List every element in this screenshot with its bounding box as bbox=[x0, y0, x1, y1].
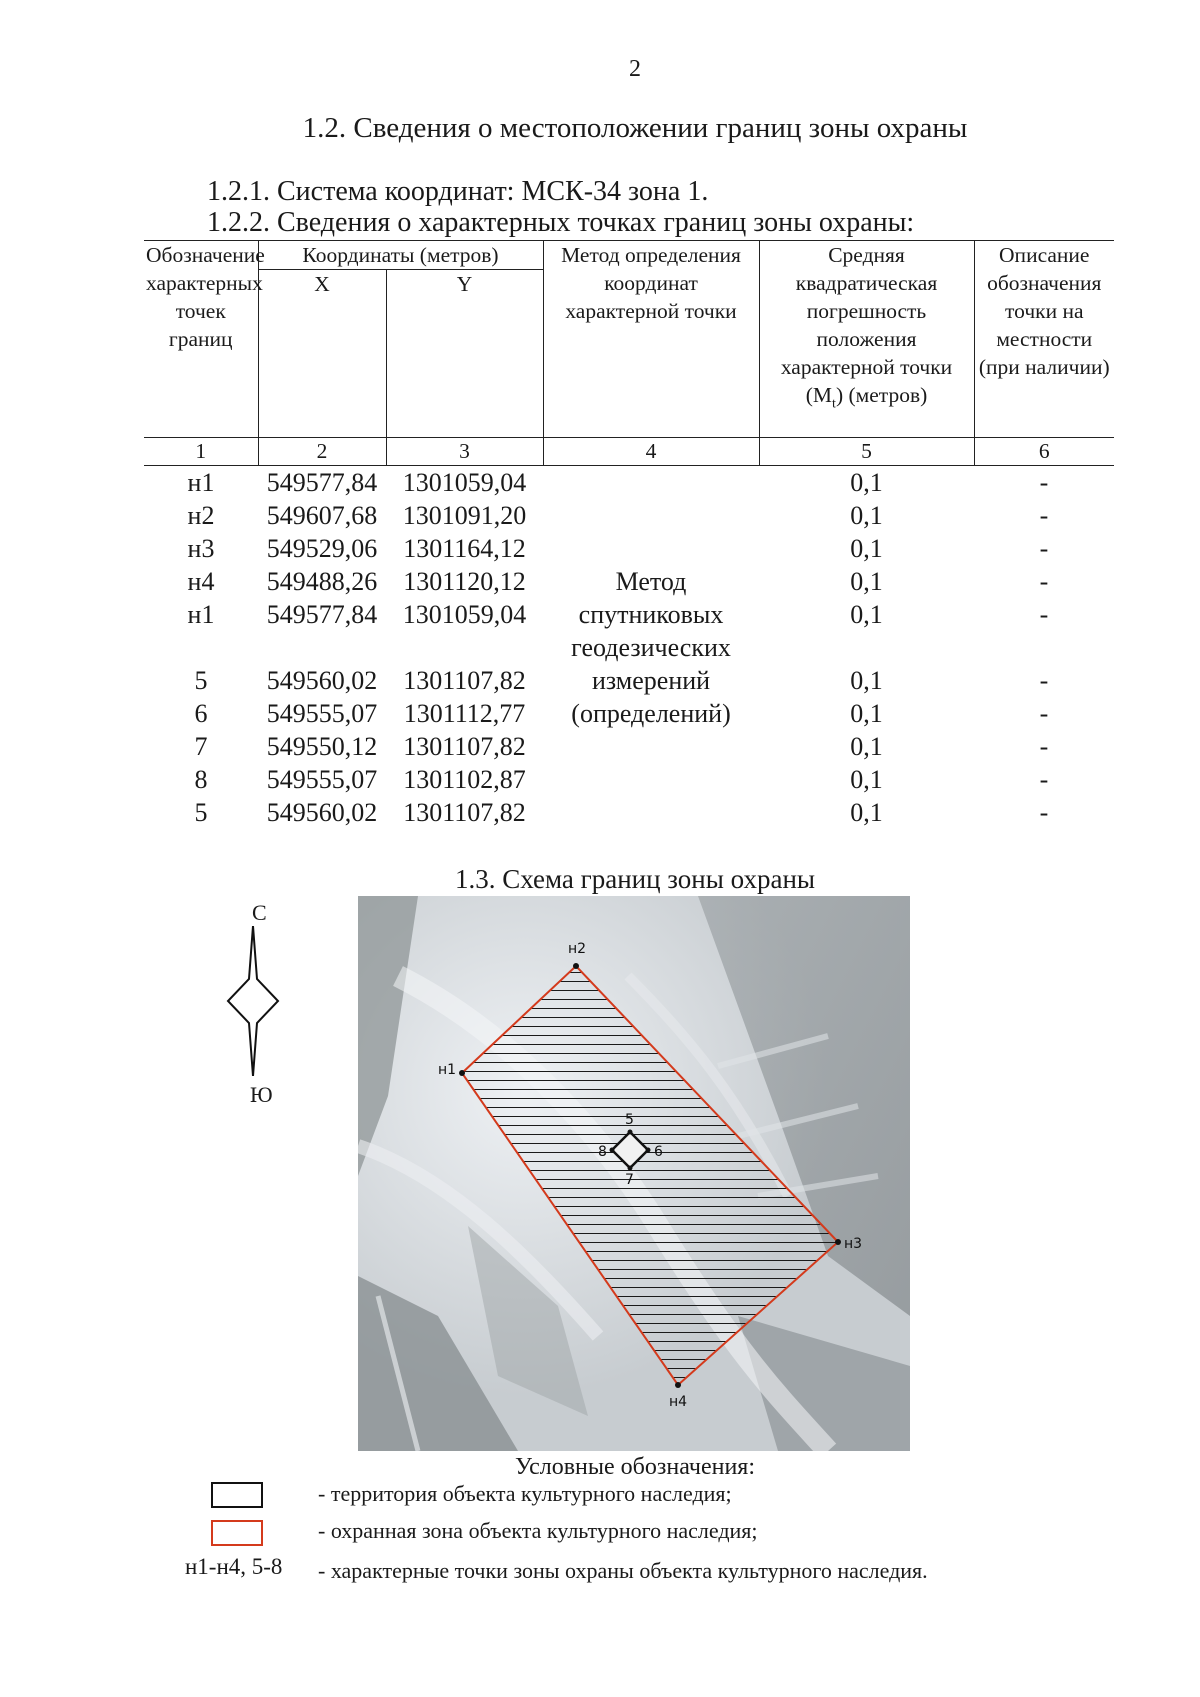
map-label-7: 7 bbox=[625, 1172, 634, 1188]
coordinates-table bbox=[144, 240, 1114, 829]
col-num-6: 6 bbox=[974, 438, 1114, 466]
header-error bbox=[759, 241, 974, 438]
header-description: Описание обозначения точки на местности (при наличии) bbox=[974, 241, 1114, 438]
cell-point: 5 bbox=[194, 666, 208, 695]
cell-error: 0,1 bbox=[850, 534, 883, 563]
cell-y: 1301102,87 bbox=[403, 765, 526, 794]
cell-x: 549529,06 bbox=[266, 534, 378, 563]
table-row bbox=[144, 466, 1114, 500]
cell-error: 0,1 bbox=[850, 666, 883, 695]
cell-error: 0,1 bbox=[850, 600, 883, 629]
cell-error: 0,1 bbox=[850, 567, 883, 596]
compass-icon bbox=[226, 926, 280, 1076]
header-designation: Обозначение характерных точек границ bbox=[144, 241, 258, 438]
cell-point: 7 bbox=[194, 732, 208, 761]
points-heading: 1.2.2. Сведения о характерных точках границ зоны охраны: bbox=[207, 207, 915, 238]
header-error-text: Средняя квадратическая погрешность положения характерной точки $(M_t)$ (метров) bbox=[780, 243, 953, 412]
cell-y: 1301091,20 bbox=[402, 501, 527, 530]
cell-desc: - bbox=[1039, 567, 1049, 596]
legend-zone-swatch bbox=[211, 1520, 263, 1546]
cell-point: н4 bbox=[187, 567, 215, 596]
cell-desc: - bbox=[1039, 798, 1049, 827]
legend-item-points: - характерные точки зоны охраны объекта культурного наследия. bbox=[318, 1558, 928, 1583]
cell-desc: - bbox=[1039, 732, 1049, 761]
section-title: 1.2. Сведения о местоположении границ зоны охраны bbox=[302, 112, 968, 144]
legend-item-territory: - территория объекта культурного наследия; bbox=[318, 1481, 732, 1506]
cell-point: н1 bbox=[187, 600, 215, 629]
cell-point: 6 bbox=[194, 699, 208, 728]
legend-item-zone: - охранная зона объекта культурного наследия; bbox=[318, 1518, 758, 1543]
cell-desc: - bbox=[1039, 501, 1049, 530]
cell-x: 549550,12 bbox=[266, 732, 378, 761]
cell-y: 1301107,82 bbox=[403, 798, 526, 827]
compass-south-label: Ю bbox=[250, 1082, 273, 1107]
cell-y: 1301112,77 bbox=[403, 699, 526, 728]
cell-point: н2 bbox=[187, 501, 215, 530]
satellite-scheme-map bbox=[358, 896, 910, 1451]
cell-y: 1301120,12 bbox=[403, 567, 526, 596]
legend-territory-swatch bbox=[211, 1482, 263, 1508]
cell-error: 0,1 bbox=[850, 699, 883, 728]
cell-desc: - bbox=[1039, 468, 1049, 497]
legend-title: Условные обозначения: bbox=[514, 1454, 756, 1480]
header-coordinates: Координаты (метров) bbox=[258, 241, 543, 270]
cell-point: 8 bbox=[194, 765, 208, 794]
legend-points-code: н1-н4, 5-8 bbox=[185, 1554, 283, 1579]
cell-y: 1301107,82 bbox=[403, 666, 526, 695]
cell-error: 0,1 bbox=[850, 468, 883, 497]
coord-system-line: 1.2.1. Система координат: МСК-34 зона 1. bbox=[207, 176, 709, 207]
cell-point: н3 bbox=[187, 534, 215, 563]
map-label-8: 8 bbox=[598, 1144, 607, 1160]
col-num-4: 4 bbox=[543, 438, 759, 466]
header-method: Метод определения координат характерной точки bbox=[543, 241, 759, 438]
page-number: 2 bbox=[629, 56, 641, 82]
cell-desc: - bbox=[1039, 534, 1049, 563]
cell-error: 0,1 bbox=[850, 732, 883, 761]
cell-error: 0,1 bbox=[850, 765, 883, 794]
cell-point: 5 bbox=[194, 798, 208, 827]
cell-desc: - bbox=[1039, 699, 1049, 728]
header-x: X bbox=[258, 270, 386, 438]
cell-method: Метод спутниковых геодезических измерений (определений) bbox=[571, 567, 731, 728]
cell-x: 549555,07 bbox=[266, 699, 378, 728]
map-label-n1: н1 bbox=[438, 1062, 457, 1078]
cell-x: 549560,02 bbox=[266, 798, 378, 827]
cell-x: 549577,84 bbox=[266, 600, 378, 629]
cell-desc: - bbox=[1039, 666, 1049, 695]
cell-x: 549607,68 bbox=[266, 501, 378, 530]
cell-desc: - bbox=[1039, 600, 1049, 629]
map-label-n2: н2 bbox=[568, 941, 587, 957]
cell-x: 549488,26 bbox=[266, 567, 378, 596]
cell-error: 0,1 bbox=[850, 501, 883, 530]
col-num-2: 2 bbox=[258, 438, 386, 466]
map-label-6: 6 bbox=[654, 1144, 663, 1160]
schema-title: 1.3. Схема границ зоны охраны bbox=[454, 864, 816, 894]
map-label-n3: н3 bbox=[844, 1236, 863, 1252]
cell-point: н1 bbox=[187, 468, 215, 497]
cell-x: 549560,02 bbox=[266, 666, 378, 695]
cell-y: 1301059,04 bbox=[402, 468, 527, 497]
col-num-5: 5 bbox=[759, 438, 974, 466]
compass-north-label: С bbox=[252, 900, 267, 925]
cell-y: 1301164,12 bbox=[403, 534, 526, 563]
cell-desc: - bbox=[1039, 765, 1049, 794]
cell-x: 549555,07 bbox=[266, 765, 378, 794]
col-num-3: 3 bbox=[386, 438, 543, 466]
cell-error: 0,1 bbox=[850, 798, 883, 827]
map-label-n4: н4 bbox=[669, 1394, 688, 1410]
cell-x: 549577,84 bbox=[266, 468, 378, 497]
map-label-5: 5 bbox=[625, 1112, 634, 1128]
col-num-1: 1 bbox=[144, 438, 258, 466]
cell-y: 1301107,82 bbox=[403, 732, 526, 761]
header-y: Y bbox=[386, 270, 543, 438]
cell-y: 1301059,04 bbox=[402, 600, 527, 629]
